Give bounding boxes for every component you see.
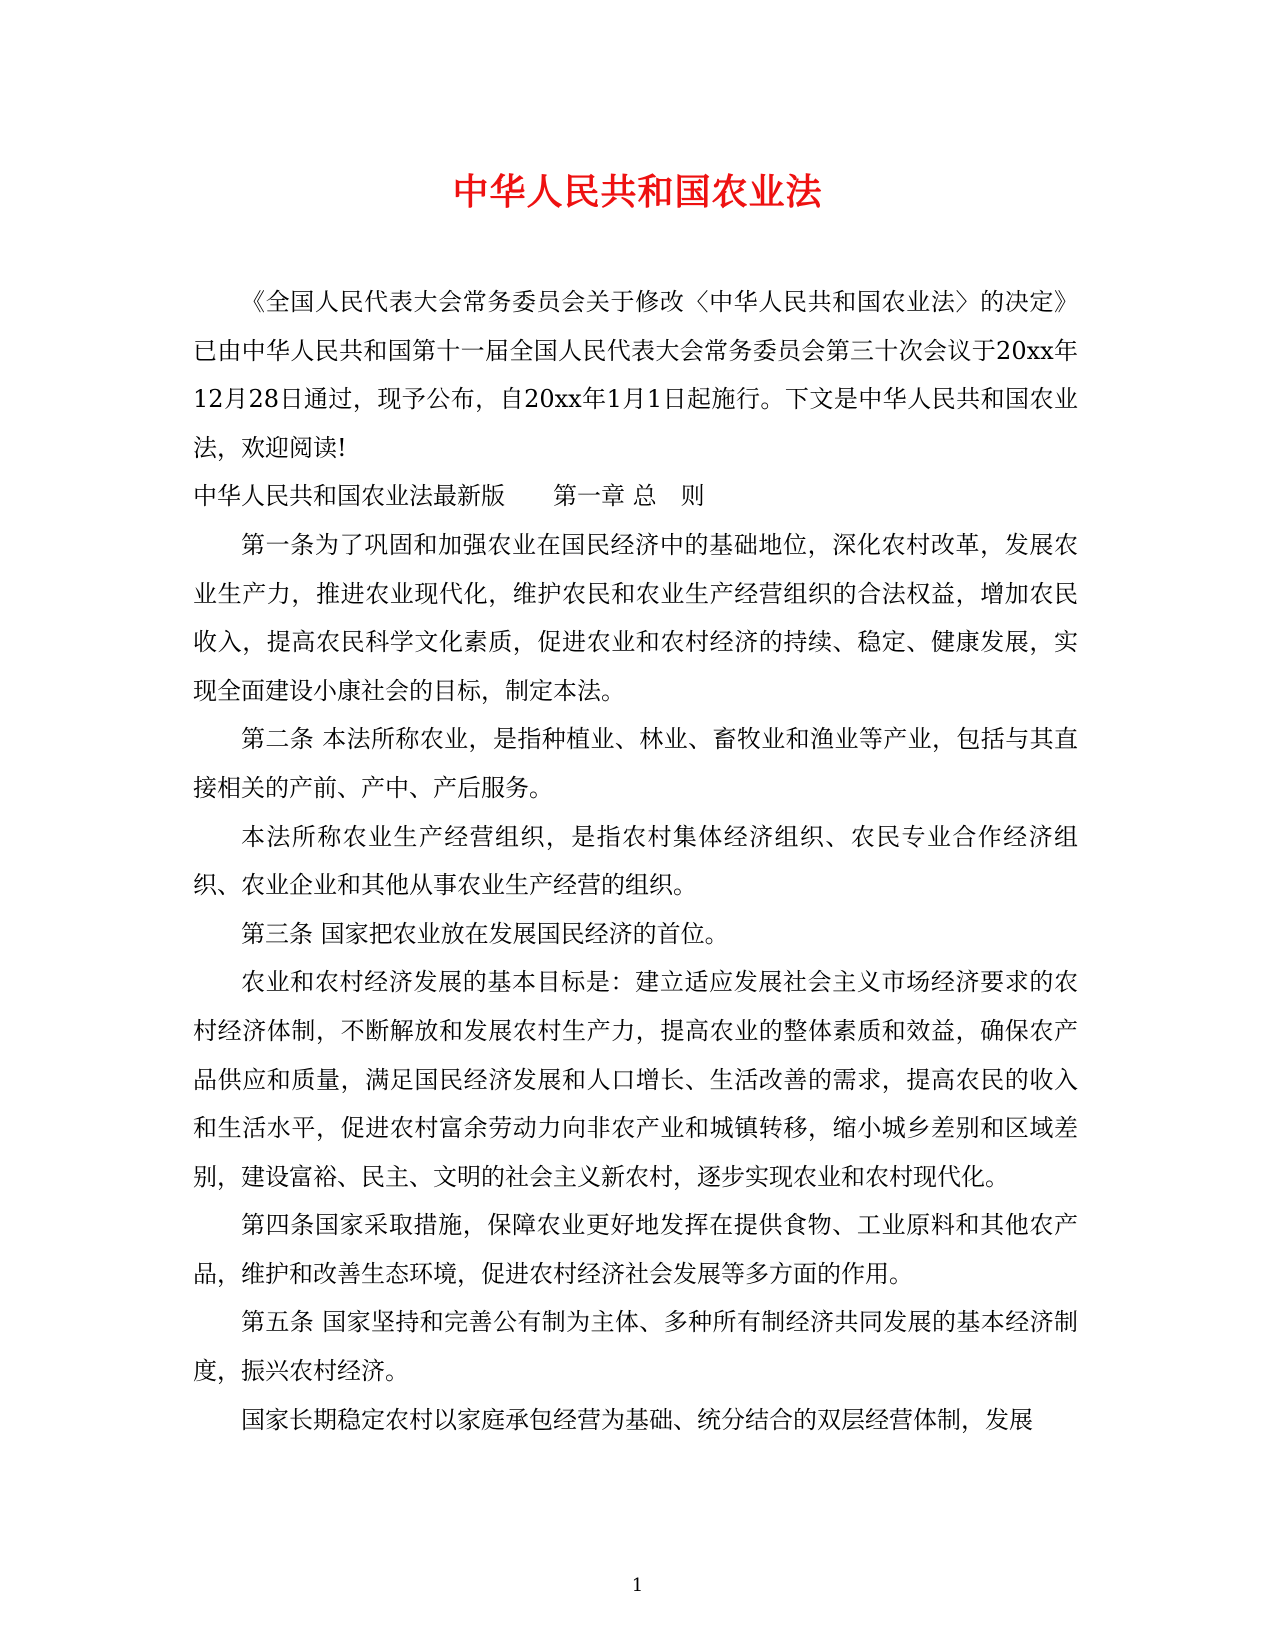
chapter-heading: 第一章 总 则 (553, 482, 705, 511)
subtitle-line (193, 472, 1078, 521)
document-body (193, 278, 1078, 1444)
article-3-goals-paragraph: 农业和农村经济发展的基本目标是：建立适应发展社会主义市场经济要求的农村经济体制，不断解放和发展农村生产力，提高农业的整体素质和效益，确保农产品供应和质量，满足国民经济发展和人口增长、生活改善的需求，提高农民的收入和生活水平，促进农村富余劳动力向非农产业和城镇转移，缩小城乡差别和区域差别，建设富裕、民主、文明的社会主义新农村，逐步实现农业和农村现代化。 (193, 968, 1078, 1191)
article-5-paragraph: 第五条 国家坚持和完善公有制为主体、多种所有制经济共同发展的基本经济制度，振兴农村经济。 (193, 1308, 1078, 1386)
document-title: 中华人民共和国农业法 (452, 171, 823, 213)
subtitle-left: 中华人民共和国农业法最新版 (193, 482, 505, 511)
intro-paragraph: 《全国人民代表大会常务委员会关于修改〈中华人民共和国农业法〉的决定》已由中华人民共和国第十一届全国人民代表大会常务委员会第三十次会议于20xx年12月28日通过，现予公布，自20xx年1月1日起施行。下文是中华人民共和国农业法，欢迎阅读! (193, 288, 1078, 462)
article-5-continuation-paragraph: 国家长期稳定农村以家庭承包经营为基础、统分结合的双层经营体制，发展 (241, 1405, 1033, 1434)
article-3-paragraph: 第三条 国家把农业放在发展国民经济的首位。 (241, 919, 729, 948)
article-2-definition-paragraph: 本法所称农业生产经营组织，是指农村集体经济组织、农民专业合作经济组织、农业企业和其他从事农业生产经营的组织。 (193, 822, 1078, 900)
article-4-paragraph: 第四条国家采取措施，保障农业更好地发挥在提供食物、工业原料和其他农产品，维护和改善生态环境，促进农村经济社会发展等多方面的作用。 (193, 1211, 1078, 1288)
article-1-paragraph: 第一条为了巩固和加强农业在国民经济中的基础地位，深化农村改革，发展农业生产力，推进农业现代化，维护农民和农业生产经营组织的合法权益，增加农民收入，提高农民科学文化素质，促进农业和农村经济的持续、稳定、健康发展，实现全面建设小康社会的目标，制定本法。 (193, 530, 1078, 705)
article-2-paragraph: 第二条 本法所称农业，是指种植业、林业、畜牧业和渔业等产业，包括与其直接相关的产前、产中、产后服务。 (193, 725, 1078, 802)
page-number: 1 (631, 1575, 644, 1596)
